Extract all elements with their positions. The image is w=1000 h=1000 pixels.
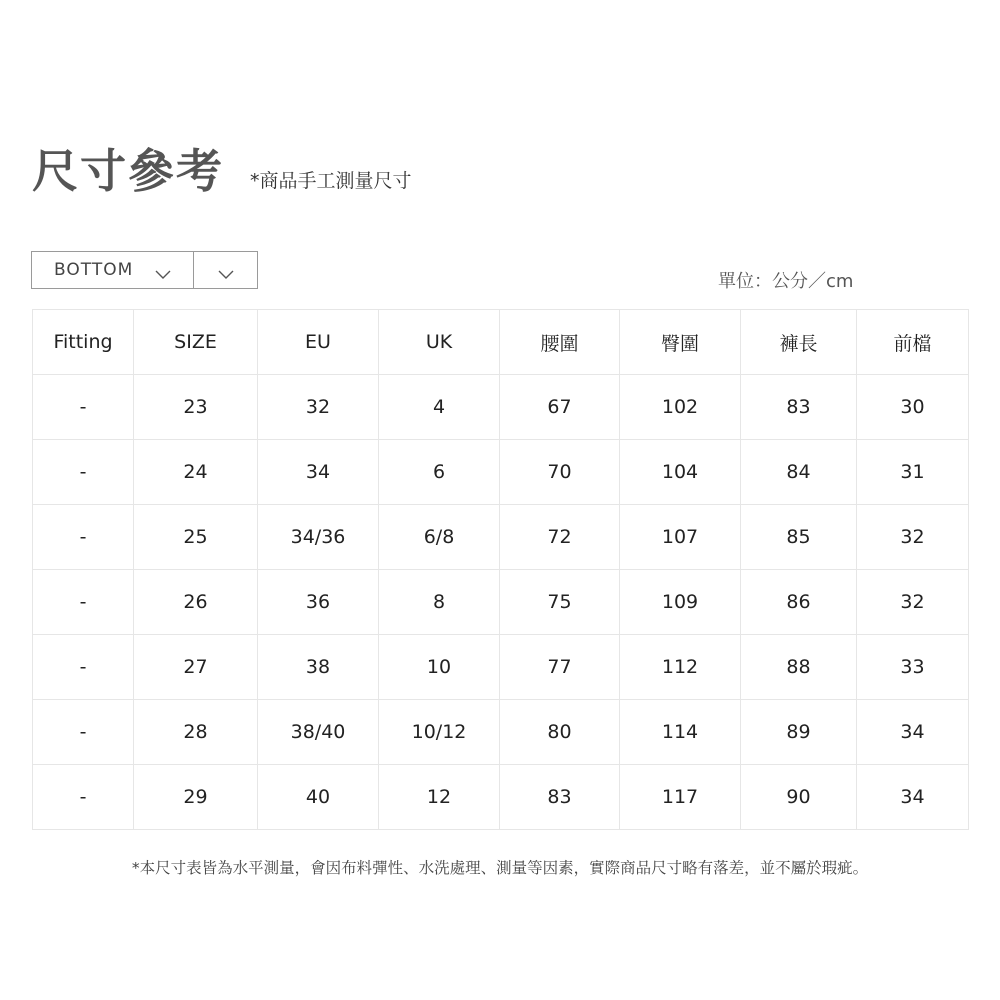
table-cell: 85 xyxy=(741,505,857,570)
secondary-dropdown[interactable] xyxy=(194,252,257,288)
table-cell: 77 xyxy=(500,635,620,700)
table-row xyxy=(33,635,969,700)
table-cell: - xyxy=(33,440,134,505)
table-cell: 10 xyxy=(379,635,500,700)
table-cell: - xyxy=(33,570,134,635)
table-cell: 34 xyxy=(857,765,969,830)
chevron-down-icon xyxy=(155,265,171,275)
table-cell: 10/12 xyxy=(379,700,500,765)
table-cell: 38/40 xyxy=(258,700,379,765)
table-cell: 104 xyxy=(620,440,741,505)
table-cell: 4 xyxy=(379,375,500,440)
table-cell: 6/8 xyxy=(379,505,500,570)
table-cell: 83 xyxy=(500,765,620,830)
column-header-size: SIZE xyxy=(134,310,258,375)
table-cell: 40 xyxy=(258,765,379,830)
column-header-front-rise: 前檔 xyxy=(857,310,969,375)
table-cell: - xyxy=(33,375,134,440)
table-header-row xyxy=(33,310,969,375)
table-cell: 27 xyxy=(134,635,258,700)
column-header-waist: 腰圍 xyxy=(500,310,620,375)
table-cell: 83 xyxy=(741,375,857,440)
table-cell: 28 xyxy=(134,700,258,765)
table-cell: - xyxy=(33,765,134,830)
chevron-down-icon xyxy=(218,265,234,275)
table-cell: 90 xyxy=(741,765,857,830)
table-cell: 34/36 xyxy=(258,505,379,570)
unit-label: 單位：公分／cm xyxy=(718,271,854,292)
table-cell: 25 xyxy=(134,505,258,570)
table-cell: 8 xyxy=(379,570,500,635)
table-cell: 89 xyxy=(741,700,857,765)
table-cell: 32 xyxy=(258,375,379,440)
table-row xyxy=(33,505,969,570)
table-cell: 88 xyxy=(741,635,857,700)
table-row xyxy=(33,440,969,505)
table-cell: 107 xyxy=(620,505,741,570)
table-cell: 29 xyxy=(134,765,258,830)
table-row xyxy=(33,700,969,765)
table-cell: - xyxy=(33,505,134,570)
table-row xyxy=(33,570,969,635)
table-cell: 30 xyxy=(857,375,969,440)
table-cell: 84 xyxy=(741,440,857,505)
table-cell: 34 xyxy=(258,440,379,505)
table-cell: 80 xyxy=(500,700,620,765)
column-header-hip: 臀圍 xyxy=(620,310,741,375)
column-header-fitting: Fitting xyxy=(33,310,134,375)
table-cell: 117 xyxy=(620,765,741,830)
table-row xyxy=(33,765,969,830)
category-selector xyxy=(31,251,258,289)
table-cell: 86 xyxy=(741,570,857,635)
table-cell: 32 xyxy=(857,570,969,635)
table-cell: 75 xyxy=(500,570,620,635)
page-subtitle: *商品手工測量尺寸 xyxy=(250,170,412,192)
table-cell: 32 xyxy=(857,505,969,570)
table-cell: 31 xyxy=(857,440,969,505)
table-cell: 109 xyxy=(620,570,741,635)
column-header-eu: EU xyxy=(258,310,379,375)
footnote: *本尺寸表皆為水平測量，會因布料彈性、水洗處理、測量等因素，實際商品尺寸略有落差，並不屬於瑕疵。 xyxy=(131,859,869,877)
column-header-length: 褲長 xyxy=(741,310,857,375)
table-cell: 23 xyxy=(134,375,258,440)
category-dropdown-label: BOTTOM xyxy=(54,260,134,280)
title-row xyxy=(32,144,412,198)
table-cell: 102 xyxy=(620,375,741,440)
table-cell: - xyxy=(33,700,134,765)
table-cell: 112 xyxy=(620,635,741,700)
table-cell: 34 xyxy=(857,700,969,765)
table-cell: 26 xyxy=(134,570,258,635)
table-cell: 67 xyxy=(500,375,620,440)
table-cell: 12 xyxy=(379,765,500,830)
table-cell: 24 xyxy=(134,440,258,505)
category-dropdown[interactable] xyxy=(32,252,194,288)
table-row xyxy=(33,375,969,440)
table-cell: 36 xyxy=(258,570,379,635)
table-cell: 6 xyxy=(379,440,500,505)
table-cell: 72 xyxy=(500,505,620,570)
column-header-uk: UK xyxy=(379,310,500,375)
table-cell: 38 xyxy=(258,635,379,700)
page-title: 尺寸參考 xyxy=(32,144,224,198)
size-table xyxy=(32,309,969,830)
table-cell: 70 xyxy=(500,440,620,505)
table-cell: 114 xyxy=(620,700,741,765)
table-cell: 33 xyxy=(857,635,969,700)
table-cell: - xyxy=(33,635,134,700)
